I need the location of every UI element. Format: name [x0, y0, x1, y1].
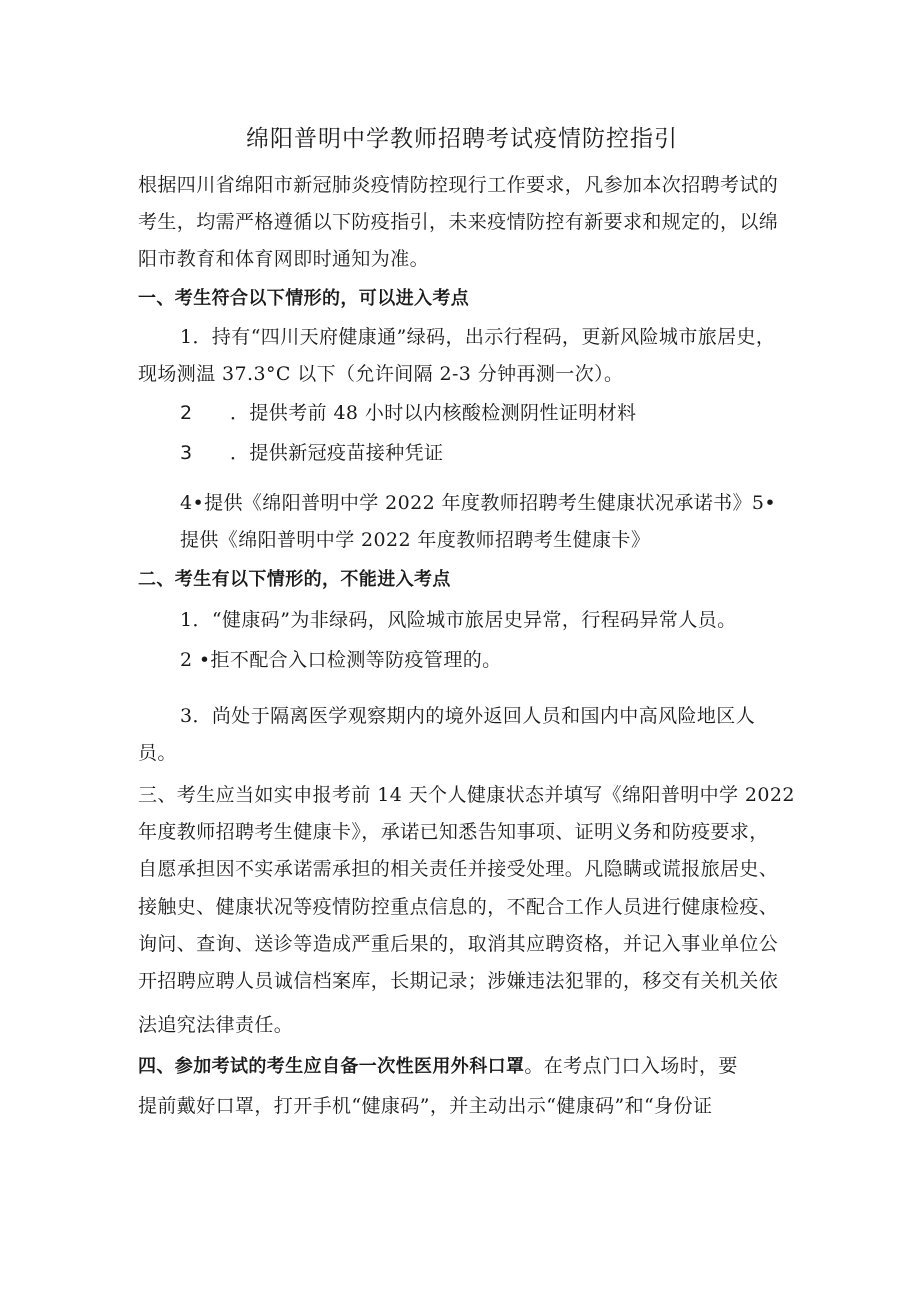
- section-1-item-2-number: 2: [180, 402, 193, 424]
- intro-line: 阳市教育和体育网即时通知为准。: [138, 248, 430, 270]
- section-3-line: 接触史、健康状况等疫情防控重点信息的，不配合工作人员进行健康检疫、: [138, 896, 779, 918]
- intro-line: 根据四川省绵阳市新冠肺炎疫情防控现行工作要求，凡参加本次招聘考试的: [138, 174, 779, 196]
- section-2-item-1: 1．“健康码”为非绿码，风险城市旅居史异常，行程码异常人员。: [180, 609, 737, 631]
- section-3-line: 自愿承担因不实承诺需承担的相关责任并接受处理。凡隐瞒或谎报旅居史、: [138, 858, 779, 880]
- section-4-line-2: 提前戴好口罩，打开手机“健康码”，并主动出示“健康码”和“身份证: [138, 1095, 713, 1117]
- section-1-item-1: 1．持有“四川天府健康通”绿码，出示行程码，更新风险城市旅居史，: [180, 326, 776, 348]
- section-3-line: 开招聘应聘人员诚信档案库，长期记录；涉嫌违法犯罪的，移交有关机关依: [138, 970, 779, 992]
- section-1-heading: 一、考生符合以下情形的，可以进入考点: [138, 288, 470, 309]
- section-3-line: 询问、查询、送诊等造成严重后果的，取消其应聘资格，并记入事业单位公: [138, 933, 779, 955]
- section-3-line: 三、考生应当如实申报考前 14 天个人健康状态并填写《绵阳普明中学 2022: [138, 784, 795, 806]
- section-2-item-2: 2 •拒不配合入口检测等防疫管理的。: [180, 649, 502, 671]
- section-3-line: 法追究法律责任。: [138, 1014, 294, 1036]
- section-1-item-3: ．提供新冠疫苗接种凭证: [230, 442, 444, 464]
- section-1-item-5-cont: 提供《绵阳普明中学 2022 年度教师招聘考生健康卡》: [180, 529, 651, 551]
- section-2-item-3-cont: 员。: [138, 742, 177, 764]
- section-4-line-1: [138, 1054, 738, 1079]
- document-title: 绵阳普明中学教师招聘考试疫情防控指引: [246, 126, 678, 152]
- section-1-items-4-5: 4•提供《绵阳普明中学 2022 年度教师招聘考生健康状况承诺书》5•: [180, 492, 777, 514]
- intro-line: 考生，均需严格遵循以下防疫指引，未来疫情防控有新要求和规定的，以绵: [138, 211, 779, 233]
- section-2-item-3: 3．尚处于隔离医学观察期内的境外返回人员和国内中高风险地区人: [180, 705, 756, 727]
- section-4-text: 。在考点门口入场时，要: [524, 1055, 738, 1077]
- section-1-item-2: ．提供考前 48 小时以内核酸检测阴性证明材料: [230, 402, 637, 424]
- section-1-item-1-cont: 现场测温 37.3°C 以下（允许间隔 2-3 分钟再测一次）。: [138, 363, 624, 385]
- section-4-heading: 四、参加考试的考生应自备一次性医用外科口罩: [138, 1056, 525, 1077]
- section-2-heading: 二、考生有以下情形的，不能进入考点: [138, 569, 451, 590]
- section-3-line: 年度教师招聘考生健康卡》，承诺已知悉告知事项、证明义务和防疫要求，: [138, 821, 769, 843]
- section-1-item-3-number: 3: [180, 442, 193, 464]
